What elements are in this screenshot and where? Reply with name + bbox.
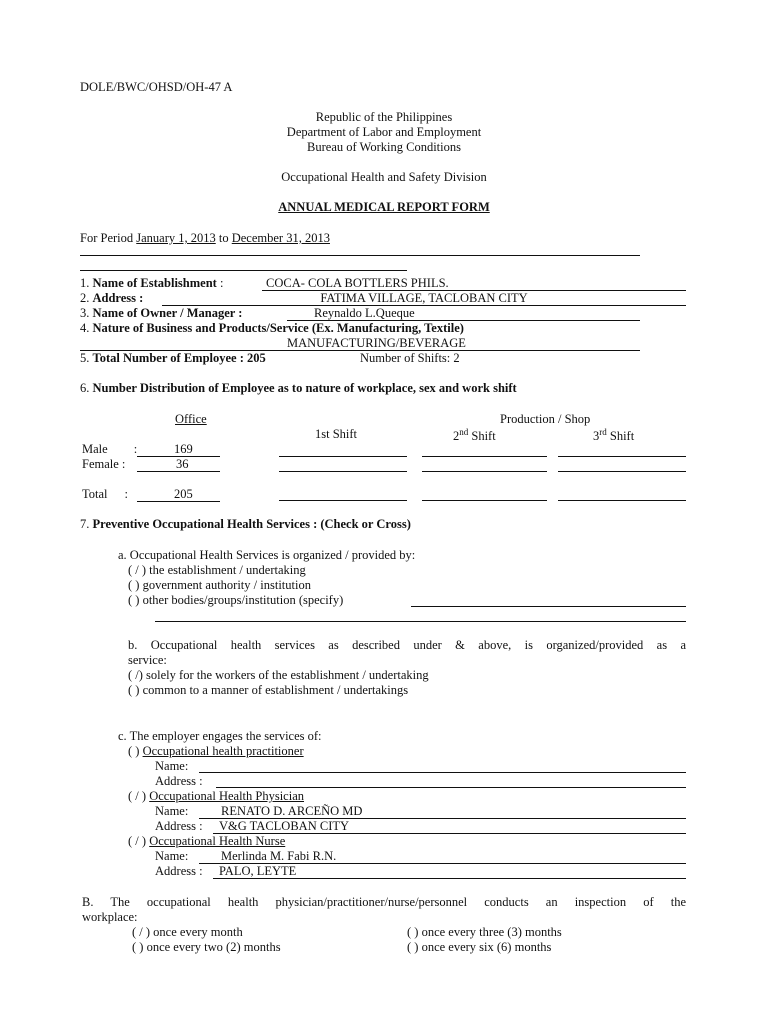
shift2-header: 2nd Shift [453,427,496,444]
a-option-establishment[interactable]: ( / ) the establishment / undertaking [128,563,306,577]
physician-name-field[interactable] [199,804,686,819]
physician-address-label: Address : [155,819,203,833]
practitioner-name-label: Name: [155,759,189,773]
male-shift1-field[interactable] [279,456,407,457]
physician-address-value: V&G TACLOBAN CITY [219,819,350,833]
practitioner-name-field[interactable] [199,772,686,773]
inspection-option-three-months[interactable]: ( ) once every three (3) months [407,925,562,939]
nature-value: MANUFACTURING/BEVERAGE [287,336,466,350]
address-field[interactable] [162,291,686,306]
inspection-text: B. The occupational health physician/practitioner/nurse/personnel conducts an inspection of the [82,895,686,909]
office-header: Office [175,412,207,426]
a-option-government[interactable]: ( ) government authority / institution [128,578,311,592]
period-from[interactable]: January 1, 2013 [136,231,216,245]
form-code: DOLE/BWC/OHSD/OH-47 A [80,80,233,94]
header-republic: Republic of the Philippines [315,110,453,124]
nurse-address-value: PALO, LEYTE [219,864,297,878]
section-b-text: b. Occupational health services as described under & above, is organized/provided as a [128,638,686,652]
total-shift2-field[interactable] [422,500,547,501]
production-header: Production / Shop [500,412,591,426]
physician-name-label: Name: [155,804,189,818]
b-option-common[interactable]: ( ) common to a manner of establishment / undertakings [128,683,409,697]
item-6-heading: 6. Number Distribution of Employee as to nature of workplace, sex and work shift [80,381,517,395]
total-label: Total : [82,487,128,501]
practitioner-address-label: Address : [155,774,203,788]
shift3-header: 3rd Shift [593,427,635,444]
male-label: Male : [82,442,138,456]
male-shift3-field[interactable] [558,456,686,457]
female-shift3-field[interactable] [558,471,686,472]
address-value: FATIMA VILLAGE, TACLOBAN CITY [320,291,528,305]
item-1-label: 1. Name of Establishment : [80,276,224,290]
item-5-label: 5. Total Number of Employee : 205 [80,351,266,365]
male-office-value: 169 [174,442,193,456]
nurse-name-value: Merlinda M. Fabi R.N. [221,849,337,863]
a-option-other[interactable]: ( ) other bodies/groups/institution (specify) [128,593,344,607]
female-office-field[interactable] [137,457,220,472]
physician-name-value: RENATO D. ARCEÑO MD [221,804,363,818]
separator-line [80,255,640,256]
nurse-name-label: Name: [155,849,189,863]
female-label: Female : [82,457,126,471]
owner-field[interactable] [287,306,640,321]
header-department: Department of Labor and Employment [286,125,482,139]
separator-line-short [80,270,407,271]
nature-field[interactable] [80,336,640,351]
inspection-option-six-months[interactable]: ( ) once every six (6) months [407,940,552,954]
c-practitioner-option[interactable]: ( ) Occupational health practitioner [128,744,304,758]
inspection-text-2: workplace: [82,910,138,924]
form-title: ANNUAL MEDICAL REPORT FORM [278,200,490,214]
total-shift1-field[interactable] [279,500,407,501]
period-to-word: to [218,231,229,245]
c-nurse-option[interactable]: ( / ) Occupational Health Nurse [128,834,286,848]
period-prefix: For Period [80,231,134,245]
item-4-label: 4. Nature of Business and Products/Service (Ex. Manufacturing, Textile) [80,321,464,335]
male-shift2-field[interactable] [422,456,547,457]
a-other-specify-field[interactable] [411,606,686,607]
c-physician-option[interactable]: ( / ) Occupational Health Physician [128,789,305,803]
section-a-text: a. Occupational Health Services is organized / provided by: [118,548,416,562]
b-option-solely[interactable]: ( /) solely for the workers of the establishment / undertaking [128,668,429,682]
header-division: Occupational Health and Safety Division [281,170,487,184]
female-office-value: 36 [176,457,189,471]
total-shift3-field[interactable] [558,500,686,501]
item-3-label: 3. Name of Owner / Manager : [80,306,243,320]
female-shift1-field[interactable] [279,471,407,472]
practitioner-address-field[interactable] [216,787,686,788]
shift1-header: 1st Shift [315,427,358,441]
inspection-option-month[interactable]: ( / ) once every month [132,925,243,939]
period-to[interactable]: December 31, 2013 [231,231,330,245]
nurse-name-field[interactable] [199,849,686,864]
nurse-address-label: Address : [155,864,203,878]
section-c-text: c. The employer engages the services of: [118,729,322,743]
section-b-text-2: service: [128,653,167,667]
establishment-field[interactable] [262,276,686,291]
total-office-field[interactable] [137,487,220,502]
total-office-value: 205 [174,487,193,501]
period-row [80,231,330,246]
nurse-address-field[interactable] [213,864,686,879]
owner-value: Reynaldo L.Queque [314,306,415,320]
male-office-field[interactable] [137,442,220,457]
inspection-option-two-months[interactable]: ( ) once every two (2) months [132,940,281,954]
item-2-label: 2. Address : [80,291,144,305]
shifts-label: Number of Shifts: 2 [360,351,460,365]
female-shift2-field[interactable] [422,471,547,472]
item-7-heading: 7. Preventive Occupational Health Services : (Check or Cross) [80,517,411,531]
establishment-value: COCA- COLA BOTTLERS PHILS. [266,276,449,290]
header-bureau: Bureau of Working Conditions [307,140,461,154]
a-other-specify-field-2[interactable] [155,621,686,622]
physician-address-field[interactable] [213,819,686,834]
